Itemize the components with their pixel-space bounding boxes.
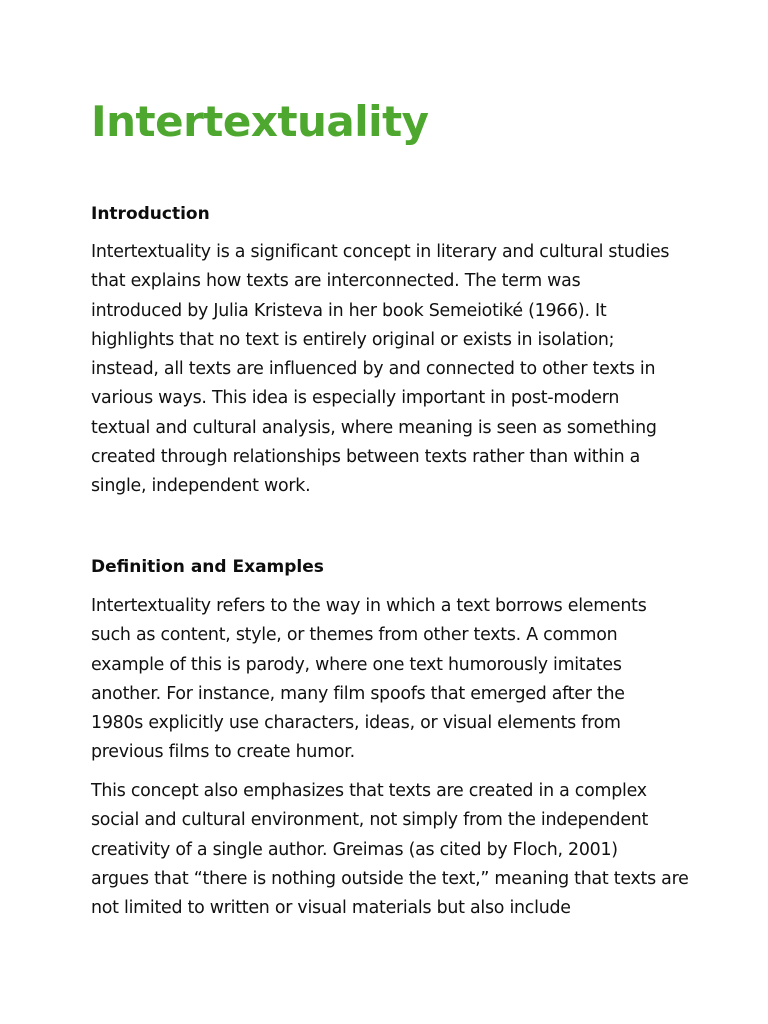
text-line: previous films to create humor.	[91, 742, 355, 763]
text-line: creativity of a single author. Greimas (as cited by Floch, 2001)	[91, 839, 618, 860]
text-line: textual and cultural analysis, where meaning is seen as something	[91, 417, 657, 438]
text-line: various ways. This idea is especially important in post-modern	[91, 388, 620, 409]
text-line: highlights that no text is entirely original or exists in isolation;	[91, 329, 615, 350]
text-line: Intertextuality is a significant concept in literary and cultural studies	[91, 242, 670, 262]
text-line: instead, all texts are influenced by and connected to other texts in	[91, 359, 656, 380]
text-line: example of this is parody, where one text humorously imitates	[91, 654, 622, 675]
section-heading-definition-and-examples: Definition and Examples	[91, 557, 324, 577]
paragraph-introduction	[91, 238, 669, 502]
text-line: introduced by Julia Kristeva in her book Semeiotiké (1966). It	[91, 300, 607, 321]
paragraph-definition	[91, 592, 647, 768]
document-title: Intertextuality	[91, 97, 429, 146]
text-line: This concept also emphasizes that texts are created in a complex	[91, 781, 647, 801]
text-line: argues that “there is nothing outside the text,” meaning that texts are	[91, 868, 689, 889]
text-line: created through relationships between texts rather than within a	[91, 447, 641, 468]
text-line: Intertextuality refers to the way in which a text borrows elements	[91, 596, 647, 616]
text-line: that explains how texts are interconnected. The term was	[91, 271, 581, 292]
text-line: such as content, style, or themes from other texts. A common	[91, 625, 618, 646]
text-line: another. For instance, many film spoofs that emerged after the	[91, 683, 625, 704]
text-line: 1980s explicitly use characters, ideas, or visual elements from	[91, 713, 621, 734]
text-line: social and cultural environment, not simply from the independent	[91, 810, 649, 831]
paragraph-concept	[91, 777, 689, 923]
text-line: single, independent work.	[91, 476, 311, 497]
section-heading-introduction: Introduction	[91, 204, 210, 224]
text-line: not limited to written or visual materials but also include	[91, 898, 571, 919]
